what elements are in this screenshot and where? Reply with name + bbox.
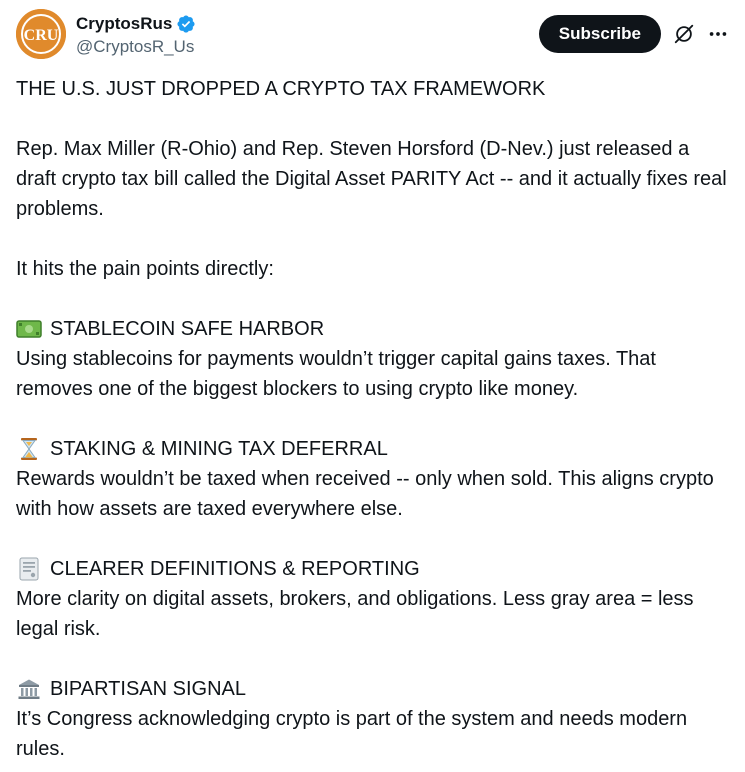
verified-badge-icon[interactable]: [176, 14, 196, 34]
post-text: [16, 74, 729, 764]
spacer: [16, 104, 729, 134]
section-title: [16, 554, 729, 584]
post-lead: It hits the pain points directly:: [16, 258, 274, 280]
spacer: [16, 524, 729, 554]
post-intro: Rep. Max Miller (R-Ohio) and Rep. Steven Horsford (D-Nev.) just released a draft crypto tax bill called the Digital Asset PARITY Act -- and it actually fixes real problems.: [16, 138, 727, 220]
section-title-text: STABLECOIN SAFE HARBOR: [50, 318, 325, 340]
post-headline: THE U.S. JUST DROPPED A CRYPTO TAX FRAMEWORK: [16, 78, 546, 100]
more-options-icon[interactable]: [707, 23, 729, 45]
section-title-text: STAKING & MINING TAX DEFERRAL: [50, 438, 388, 460]
post-header: [16, 8, 729, 60]
author-handle[interactable]: @CryptosR_Us: [76, 36, 195, 56]
receipt-icon: [16, 557, 42, 581]
spacer: [16, 284, 729, 314]
section-body: Rewards wouldn’t be taxed when received -- only when sold. This aligns crypto with how assets are taxed everywhere else.: [16, 468, 714, 520]
subscribe-button[interactable]: Subscribe: [539, 15, 661, 53]
section-body: More clarity on digital assets, brokers, and obligations. Less gray area = less legal risk.: [16, 588, 694, 640]
avatar-logo-icon: [16, 9, 66, 59]
section-body: It’s Congress acknowledging crypto is part of the system and needs modern rules.: [16, 708, 688, 760]
header-actions: [539, 15, 729, 53]
bank-icon: [16, 677, 42, 701]
display-name[interactable]: CryptosRus: [76, 13, 173, 33]
section-title-text: BIPARTISAN SIGNAL: [50, 678, 246, 700]
spacer: [16, 404, 729, 434]
section-title-text: CLEARER DEFINITIONS & REPORTING: [50, 558, 420, 580]
section-title: [16, 674, 729, 704]
section-title: [16, 434, 729, 464]
spacer: [16, 224, 729, 254]
money-icon: [16, 317, 42, 341]
hourglass-icon: [16, 437, 42, 461]
author-identity: [76, 12, 196, 57]
grok-icon[interactable]: [673, 23, 695, 45]
name-row: [76, 12, 196, 36]
section-body: Using stablecoins for payments wouldn’t trigger capital gains taxes. That removes one of the biggest blockers to using crypto like money.: [16, 348, 656, 400]
avatar[interactable]: [16, 9, 66, 59]
section-title: [16, 314, 729, 344]
svg-text:CRU: CRU: [23, 27, 59, 44]
spacer: [16, 644, 729, 674]
